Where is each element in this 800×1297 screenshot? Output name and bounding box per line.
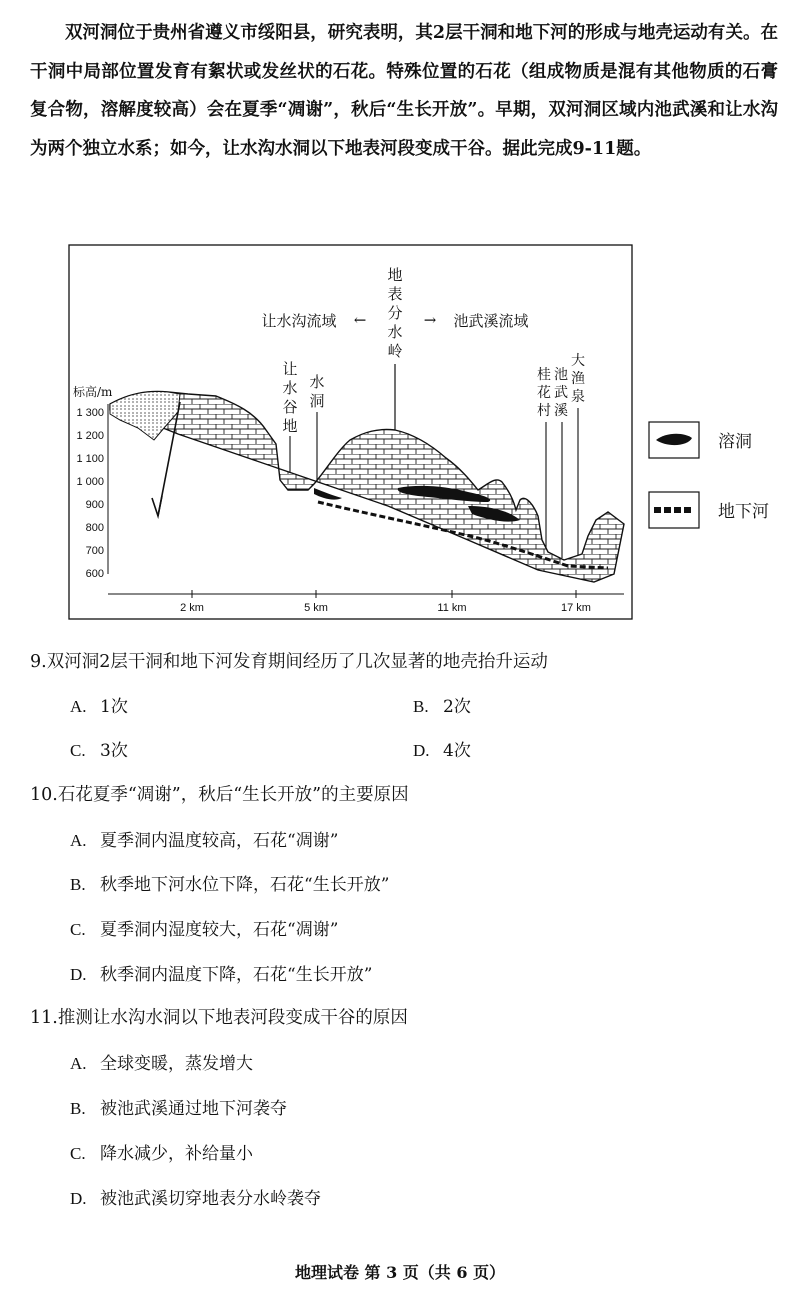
svg-text:花: 花: [537, 385, 551, 401]
q9-option-a[interactable]: A. 1次: [70, 697, 128, 717]
svg-text:1 300: 1 300: [76, 407, 104, 419]
svg-text:村: 村: [537, 403, 551, 419]
svg-text:谷: 谷: [282, 398, 298, 416]
svg-text:岭: 岭: [387, 342, 403, 360]
svg-text:地: 地: [387, 266, 403, 284]
left-arrow: ←: [353, 311, 367, 329]
svg-text:大: 大: [571, 353, 585, 369]
q10-option-b[interactable]: B. 秋季地下河水位下降，石花“生长开放”: [70, 875, 390, 895]
svg-text:表: 表: [387, 285, 403, 303]
legend-cave-label: 溶洞: [718, 432, 752, 452]
right-basin-label: 池武溪流域: [453, 312, 529, 330]
q9-option-c[interactable]: C. 3次: [70, 741, 128, 761]
q11-option-d[interactable]: D. 被池武溪切穿地表分水岭袭夺: [70, 1189, 321, 1209]
svg-text:桂: 桂: [537, 367, 551, 383]
svg-text:600: 600: [85, 568, 104, 580]
q10-option-d[interactable]: D. 秋季洞内温度下降，石花“生长开放”: [70, 965, 373, 985]
geologic-section-diagram: [68, 244, 634, 622]
cross-section-figure: [68, 244, 634, 626]
legend-river-label: 地下河: [718, 502, 769, 522]
svg-text:分: 分: [387, 304, 403, 322]
intro-passage: 双河洞位于贵州省遵义市绥阳县，研究表明，其2层干洞和地下河的形成与地壳运动有关。在干洞中局部位置发育有絮状或发丝状的石花。特殊位置的石花（组成物质是混有其他物质的石膏复合物，溶解度较高）会在夏季“凋谢”，秋后“生长开放”。早期，双河洞区域内池武溪和让水沟为两个独立水系；如今，让水沟水洞以下地表河段变成干谷。据此完成9-11题。: [30, 23, 778, 159]
svg-text:池: 池: [554, 367, 568, 383]
question-stem: 双河洞2层干洞和地下河发育期间经历了几次显著的地壳抬升运动: [46, 652, 548, 672]
spring-label: [571, 352, 585, 405]
valley-label: [282, 360, 297, 435]
question-9: [30, 648, 548, 673]
page-footer: 地理试卷 第 3 页（共 6 页）: [294, 1263, 506, 1282]
svg-text:武: 武: [554, 385, 568, 401]
q10-option-a[interactable]: A. 夏季洞内温度较高，石花“凋谢”: [70, 831, 339, 851]
q9-option-d[interactable]: D. 4次: [413, 741, 471, 761]
y-axis-title: 标高/m: [73, 385, 113, 399]
divide-label: [387, 266, 402, 360]
right-arrow: →: [423, 311, 437, 329]
svg-text:1 000: 1 000: [76, 476, 104, 488]
svg-text:溪: 溪: [554, 403, 568, 419]
water-cave-label: [309, 373, 324, 410]
q11-option-c[interactable]: C. 降水减少，补给量小: [70, 1144, 253, 1164]
q11-option-a[interactable]: A. 全球变暖，蒸发增大: [70, 1054, 253, 1074]
svg-text:水: 水: [309, 373, 325, 391]
svg-text:17 km: 17 km: [561, 602, 591, 614]
svg-text:让: 让: [282, 360, 298, 378]
creek-label: [554, 367, 568, 419]
terrain-section: [110, 392, 624, 583]
cave-left: [314, 488, 342, 500]
svg-text:水: 水: [387, 323, 403, 341]
figure-legend: [648, 420, 788, 530]
q10-option-c[interactable]: C. 夏季洞内湿度较大，石花“凋谢”: [70, 920, 339, 940]
svg-text:泉: 泉: [571, 389, 585, 405]
upper-strata: [110, 392, 180, 441]
svg-text:洞: 洞: [309, 392, 325, 410]
svg-text:1 100: 1 100: [76, 453, 104, 465]
svg-text:900: 900: [85, 499, 104, 511]
svg-text:渔: 渔: [571, 371, 585, 387]
svg-text:800: 800: [85, 522, 104, 534]
question-11: 11.推测让水沟水洞以下地表河段变成干谷的原因: [30, 1008, 408, 1028]
question-10: 10.石花夏季“凋谢”，秋后“生长开放”的主要原因: [30, 785, 409, 805]
svg-text:2 km: 2 km: [180, 602, 204, 614]
x-axis-ticks: [180, 602, 591, 614]
svg-text:水: 水: [282, 379, 298, 397]
y-axis-ticks: [76, 407, 104, 580]
svg-text:5 km: 5 km: [304, 602, 328, 614]
svg-text:700: 700: [85, 545, 104, 557]
question-number: 9.: [30, 652, 47, 672]
village-label: [537, 366, 551, 419]
q11-option-b[interactable]: B. 被池武溪通过地下河袭夺: [70, 1099, 287, 1119]
svg-text:11 km: 11 km: [437, 602, 467, 614]
q9-option-b[interactable]: B. 2次: [413, 697, 471, 717]
svg-text:地: 地: [282, 417, 298, 435]
svg-text:1 200: 1 200: [76, 430, 104, 442]
left-basin-label: 让水沟流域: [261, 312, 337, 330]
